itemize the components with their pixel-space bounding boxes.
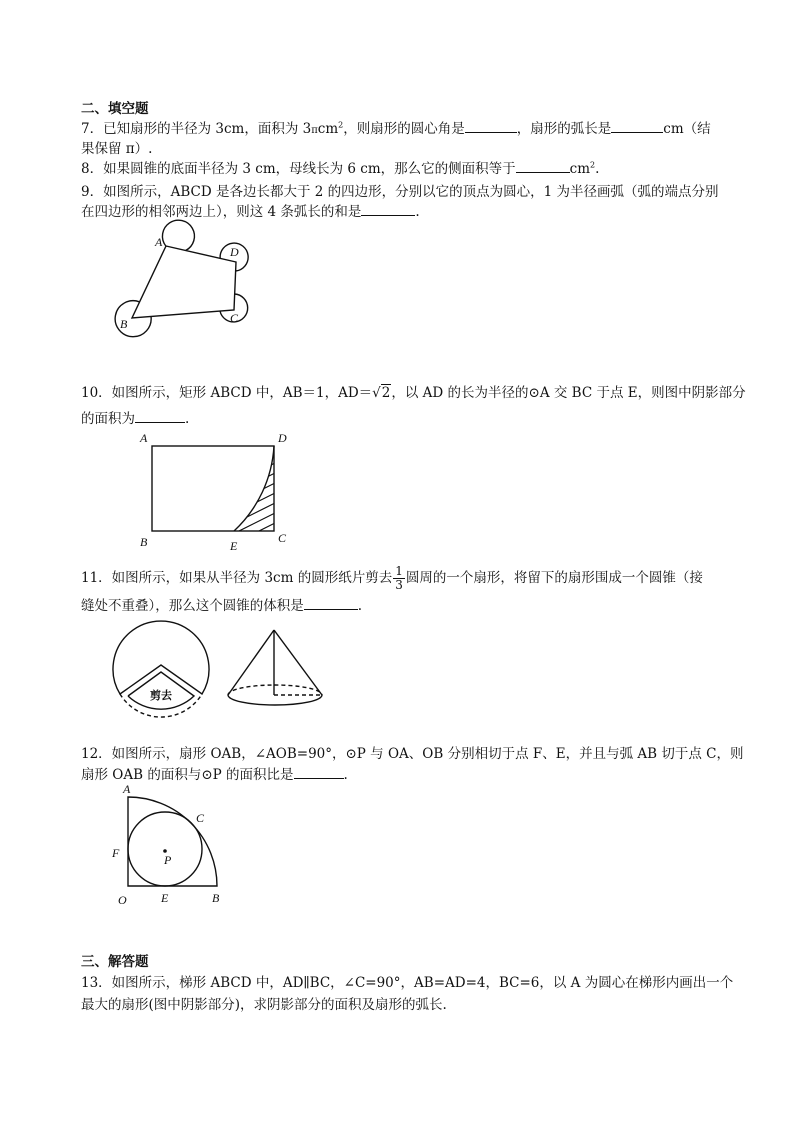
figure-rectangle (136, 430, 296, 555)
question-11-line-1 (81, 565, 703, 592)
q8-text-c: . (595, 161, 600, 177)
sqrt-two: √2 (372, 385, 391, 401)
label-c: C (196, 811, 205, 825)
question-7-line-1 (81, 120, 711, 140)
question-11-line-2 (81, 597, 362, 615)
q10-blank[interactable] (135, 410, 185, 423)
label-a: A (140, 431, 148, 445)
label-b: B (140, 535, 148, 549)
figure-quadrilateral (100, 222, 260, 342)
cone-base-back (228, 685, 322, 695)
label-b: B (120, 317, 128, 331)
fraction-one-third (393, 565, 405, 592)
q8-unit: cm (569, 161, 591, 177)
q7-unit: cm (317, 121, 339, 137)
label-c: C (230, 311, 239, 325)
q9-text-b: . (415, 204, 420, 220)
label-e: E (230, 539, 238, 553)
q8-unit-sup: 2 (590, 160, 596, 170)
label-o: O (118, 893, 127, 907)
q8-blank[interactable] (516, 160, 570, 173)
label-e: E (161, 891, 169, 905)
q11-text-a: 11．如图所示，如果从半径为 3cm 的圆形纸片剪去 (81, 570, 393, 586)
label-p: P (164, 853, 172, 867)
q7-text-d: ，扇形的弧长是 (516, 121, 612, 137)
q7-text-a: 7．已知扇形的半径为 3cm，面积为 3 (81, 121, 312, 137)
q10-text-a: 10．如图所示，矩形 ABCD 中，AB＝1，AD＝ (81, 385, 373, 401)
q12-text-b: . (343, 767, 348, 783)
q7-blank-angle[interactable] (465, 120, 517, 133)
label-c: C (278, 531, 287, 545)
label-f: F (112, 846, 120, 860)
label-d: D (230, 245, 239, 259)
q11-text-b2: . (357, 598, 363, 614)
question-12-line-1: 12．如图所示，扇形 OAB，∠AOB=90°，⊙P 与 OA、OB 分别相切于点 F、E，并且与弧 AB 切于点 C，则 (81, 746, 744, 762)
frac-denominator: 3 (395, 578, 403, 592)
figure-circle-cut (106, 618, 216, 718)
remaining-sector (113, 621, 209, 694)
section-title-solve: 三、解答题 (81, 954, 149, 970)
cut-label: 剪去 (150, 689, 172, 702)
q9-blank[interactable] (361, 203, 415, 216)
q12-blank[interactable] (294, 766, 344, 779)
q7-text-c: ，则扇形的圆心角是 (343, 121, 465, 137)
circle-p (128, 812, 202, 886)
question-7-line-2: 果保留 π）. (81, 141, 153, 157)
q10-text-a2: 的面积为 (81, 411, 135, 427)
q12-text-a: 扇形 OAB 的面积与⊙P 的面积比是 (81, 767, 294, 783)
label-b: B (212, 891, 220, 905)
label-a: A (155, 235, 163, 249)
frac-numerator: 1 (395, 564, 403, 578)
q10-text-b2: . (185, 411, 190, 427)
label-d: D (278, 431, 287, 445)
figure-sector-incircle (106, 780, 236, 910)
label-a: A (123, 782, 131, 796)
rect-abcd (152, 446, 274, 531)
q8-text-a: 8．如果圆锥的底面半径为 3 cm，母线长为 6 cm，那么它的侧面积等于 (81, 161, 516, 177)
q11-text-a2: 缝处不重叠），那么这个圆锥的体积是 (81, 598, 304, 614)
question-13-line-1: 13．如图所示，梯形 ABCD 中，AD∥BC，∠C=90°，AB=AD=4，BC=6，以 A 为圆心在梯形内画出一个 (81, 975, 734, 991)
q11-text-b: 圆周的一个扇形，将留下的扇形围成一个圆锥（接 (405, 570, 703, 586)
q11-blank[interactable] (304, 597, 358, 610)
q7-pi: π (311, 125, 318, 136)
figure-cone (224, 625, 330, 717)
question-9-line-2 (81, 203, 420, 221)
question-9-line-1: 9．如图所示，ABCD 是各边长都大于 2 的四边形，分别以它的顶点为圆心，1 为半径画弧（弧的端点分别 (81, 184, 719, 200)
arc-de (234, 446, 274, 531)
q7-blank-arc[interactable] (611, 120, 663, 133)
question-10-line-1 (81, 384, 746, 402)
cone-base-front (228, 695, 322, 705)
q7-text-e: cm（结 (663, 121, 711, 137)
question-13-line-2: 最大的扇形(图中阴影部分)，求阴影部分的面积及扇形的弧长. (81, 997, 447, 1013)
question-8 (81, 160, 599, 178)
question-10-line-2 (81, 410, 189, 428)
q10-text-b: ，以 AD 的长为半径的⊙A 交 BC 于点 E，则图中阴影部分 (391, 385, 746, 401)
section-title-fill-blank: 二、填空题 (81, 101, 149, 117)
q9-text-a: 在四边形的相邻两边上），则这 4 条弧长的和是 (81, 204, 362, 220)
q7-unit-sup: 2 (338, 120, 344, 130)
sqrt-radicand: 2 (381, 385, 391, 401)
